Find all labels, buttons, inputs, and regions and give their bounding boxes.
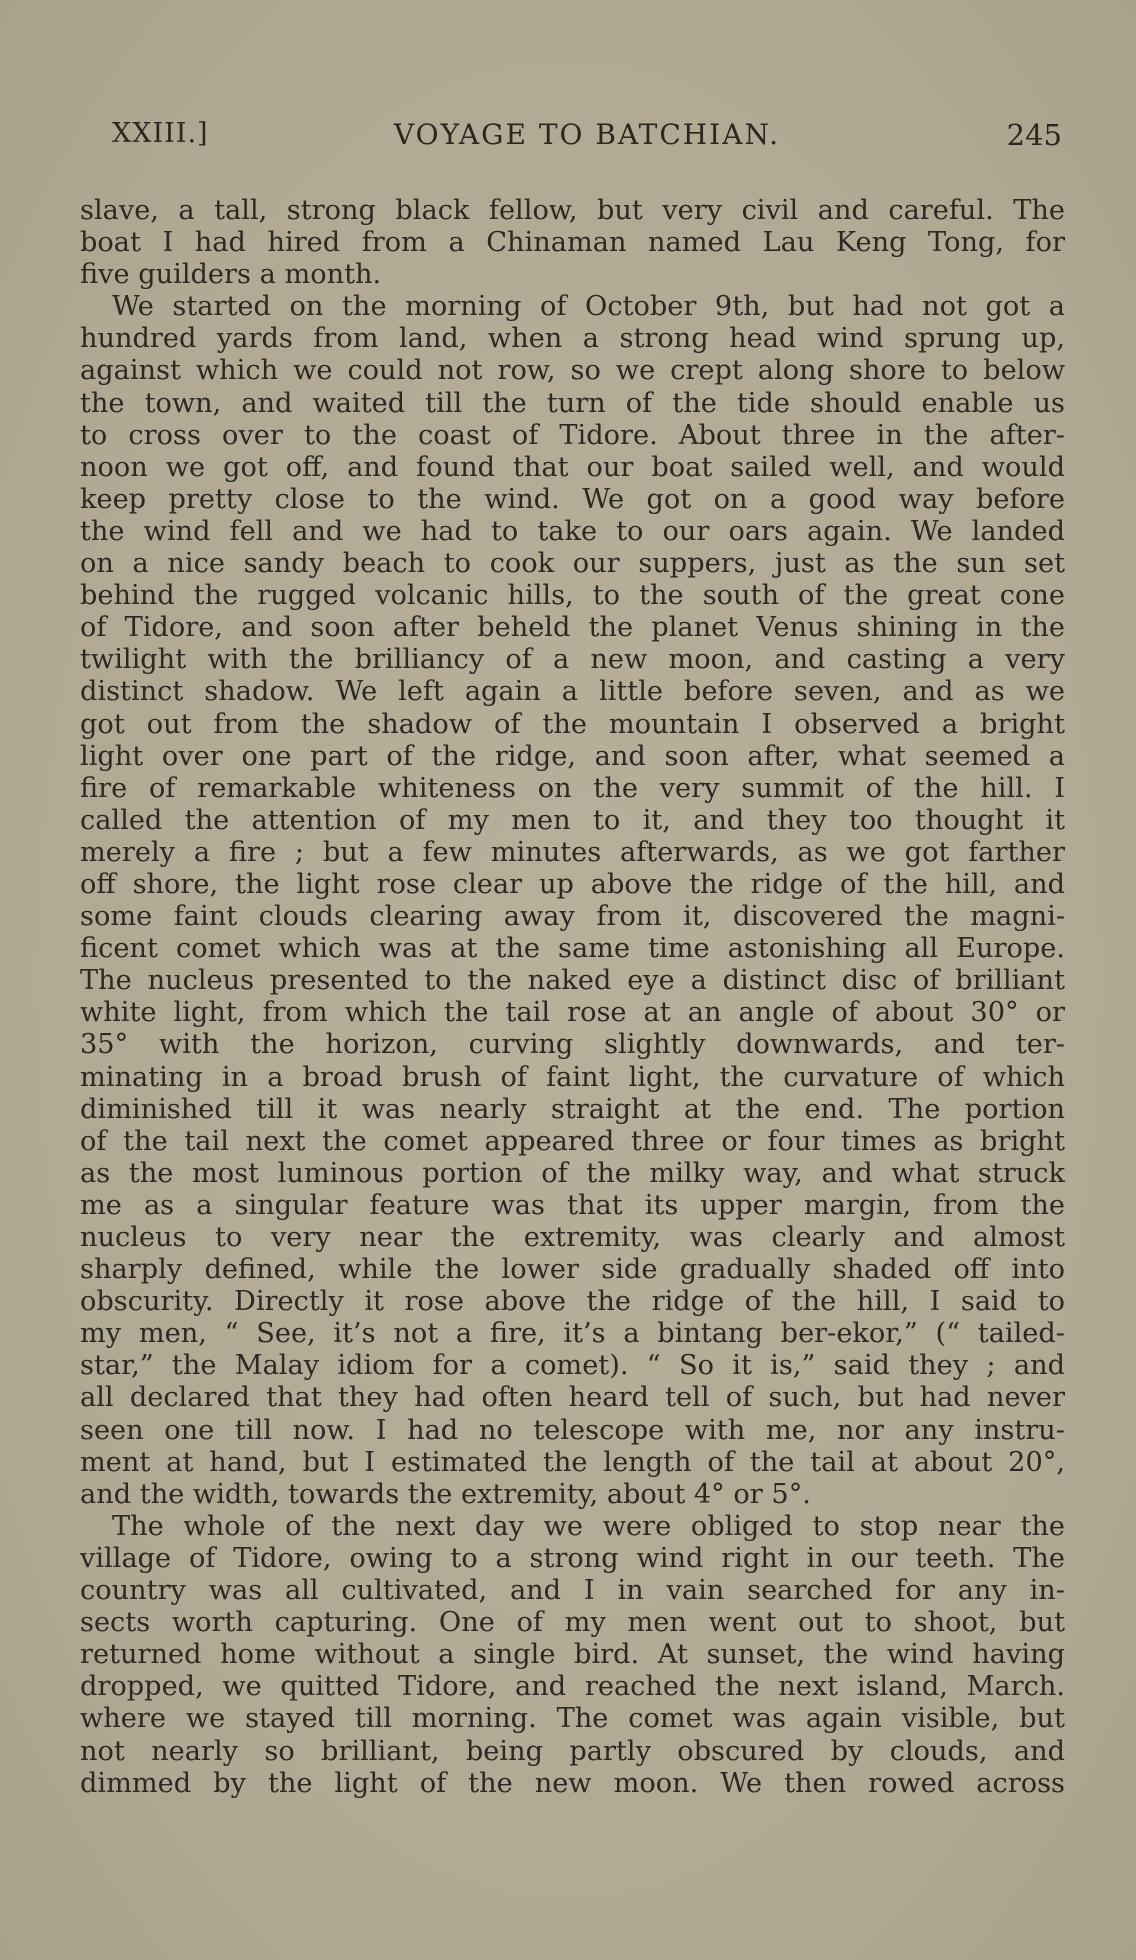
text-line: my men, “ See, it’s not a fire, it’s a bintang ber-ekor,” (“ tailed-: [80, 1318, 1065, 1350]
body-text: [80, 195, 1065, 1800]
text-line: noon we got off, and found that our boat sailed well, and would: [80, 451, 1065, 483]
text-line: We started on the morning of October 9th, but had not got a: [112, 291, 1065, 323]
text-line: where we stayed till morning. The comet was again visible, but: [80, 1703, 1065, 1735]
text-line: the town, and waited till the turn of the tide should enable us: [80, 387, 1065, 419]
text-line: sharply defined, while the lower side gradually shaded off into: [80, 1254, 1065, 1286]
text-line: against which we could not row, so we crept along shore to below: [80, 355, 1065, 387]
text-line: some faint clouds clearing away from it, discovered the magni-: [80, 901, 1065, 933]
text-line: dimmed by the light of the new moon. We then rowed across: [80, 1767, 1065, 1799]
text-line: white light, from which the tail rose at an angle of about 30° or: [80, 997, 1065, 1029]
text-line: to cross over to the coast of Tidore. About three in the after-: [80, 419, 1065, 451]
text-line: off shore, the light rose clear up above the ridge of the hill, and: [80, 868, 1065, 900]
text-line: star,” the Malay idiom for a comet). “ So it is,” said they ; and: [80, 1350, 1065, 1382]
text-line: the wind fell and we had to take to our oars again. We landed: [80, 515, 1065, 547]
text-line: merely a fire ; but a few minutes afterwards, as we got farther: [80, 836, 1065, 868]
text-line: seen one till now. I had no telescope with me, nor any instru-: [80, 1414, 1065, 1446]
text-line: called the attention of my men to it, and they too thought it: [80, 804, 1065, 836]
text-line: behind the rugged volcanic hills, to the south of the great cone: [80, 580, 1065, 612]
text-line: keep pretty close to the wind. We got on a good way before: [80, 483, 1065, 515]
text-line: returned home without a single bird. At sunset, the wind having: [80, 1639, 1065, 1671]
text-line: dropped, we quitted Tidore, and reached the next island, March.: [80, 1671, 1065, 1703]
text-line: light over one part of the ridge, and soon after, what seemed a: [80, 740, 1065, 772]
text-line: minating in a broad brush of faint light, the curvature of which: [80, 1061, 1065, 1093]
chapter-number: XXIII.]: [112, 118, 209, 149]
text-line: obscurity. Directly it rose above the ridge of the hill, I said to: [80, 1286, 1065, 1318]
text-line: on a nice sandy beach to cook our suppers, just as the sun set: [80, 548, 1065, 580]
text-line: country was all cultivated, and I in vain searched for any in-: [80, 1575, 1065, 1607]
text-line: as the most luminous portion of the milky way, and what struck: [80, 1157, 1065, 1189]
text-line: sects worth capturing. One of my men went out to shoot, but: [80, 1607, 1065, 1639]
text-line: diminished till it was nearly straight at the end. The portion: [80, 1093, 1065, 1125]
text-line: got out from the shadow of the mountain I observed a bright: [80, 708, 1065, 740]
text-line: ficent comet which was at the same time astonishing all Europe.: [80, 933, 1065, 965]
text-line: ment at hand, but I estimated the length of the tail at about 20°,: [80, 1446, 1065, 1478]
running-header: [112, 118, 1062, 158]
page-number: 245: [1006, 118, 1062, 152]
text-line: slave, a tall, strong black fellow, but very civil and careful. The: [80, 195, 1065, 226]
text-line: nucleus to very near the extremity, was clearly and almost: [80, 1222, 1065, 1253]
text-line: fire of remarkable whiteness on the very summit of the hill. I: [80, 772, 1065, 804]
text-line: The whole of the next day we were obliged to stop near the: [112, 1510, 1065, 1542]
text-line: and the width, towards the extremity, about 4° or 5°.: [80, 1478, 811, 1510]
text-line: of Tidore, and soon after beheld the planet Venus shining in the: [80, 612, 1065, 644]
text-line: 35° with the horizon, curving slightly downwards, and ter-: [80, 1029, 1065, 1061]
running-title: VOYAGE TO BATCHIAN.: [393, 118, 781, 151]
text-line: five guilders a month.: [80, 259, 382, 291]
text-line: twilight with the brilliancy of a new moon, and casting a very: [80, 644, 1065, 676]
text-line: not nearly so brilliant, being partly obscured by clouds, and: [80, 1735, 1065, 1767]
text-line: The nucleus presented to the naked eye a distinct disc of brilliant: [80, 965, 1065, 997]
text-line: boat I had hired from a Chinaman named Lau Keng Tong, for: [80, 227, 1065, 259]
text-line: of the tail next the comet appeared three or four times as bright: [80, 1125, 1065, 1157]
text-line: me as a singular feature was that its upper margin, from the: [80, 1189, 1065, 1221]
text-line: all declared that they had often heard tell of such, but had never: [80, 1382, 1065, 1414]
text-line: village of Tidore, owing to a strong wind right in our teeth. The: [80, 1542, 1065, 1574]
text-line: hundred yards from land, when a strong head wind sprung up,: [80, 323, 1065, 355]
text-line: distinct shadow. We left again a little before seven, and as we: [80, 676, 1065, 708]
